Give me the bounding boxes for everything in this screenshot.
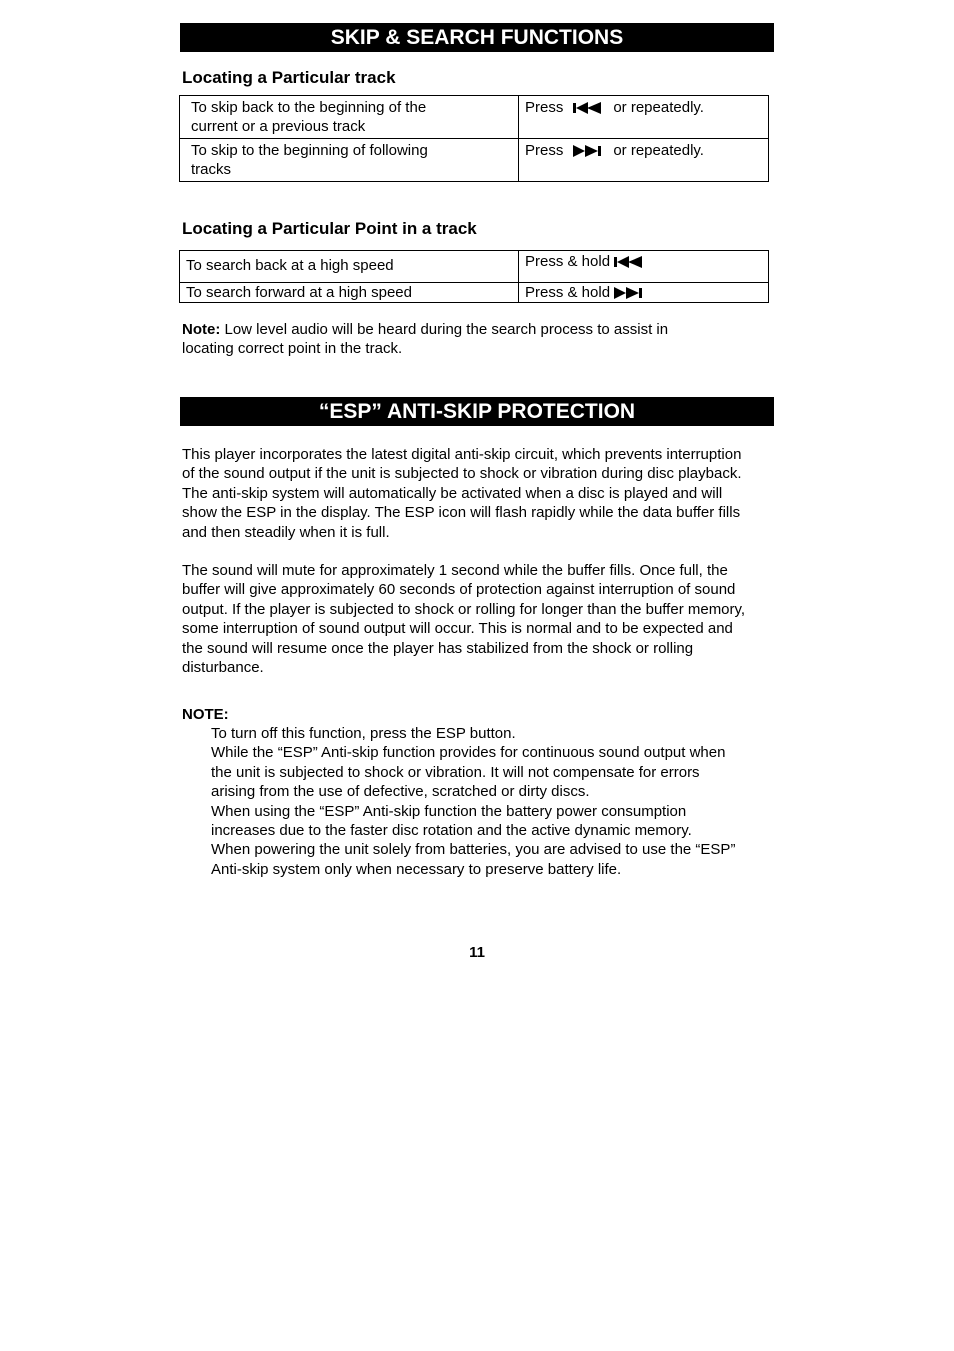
table-cell-description [180,96,519,139]
cell-text: To skip to the beginning of following [191,142,428,159]
skip-back-icon [614,256,642,268]
note-line: To turn off this function, press the ESP button. [211,725,516,742]
subheading-locating-track: Locating a Particular track [182,68,396,87]
text-line: buffer will give approximately 60 seconds of protection against interruption of sound [182,581,736,599]
action-text: Press [525,142,564,159]
text-line: of the sound output if the unit is subjected to shock or vibration during disc playback. [182,465,742,483]
esp-paragraph-2 [182,561,776,677]
search-note [182,320,722,359]
skip-forward-icon [573,145,601,157]
note-list [211,724,776,879]
note-heading: NOTE: [182,706,229,723]
table-row [180,139,769,182]
table-cell-description [180,139,519,182]
note-text: Low level audio will be heard during the search process to assist in [220,321,669,338]
section-title-skip-search: SKIP & SEARCH FUNCTIONS [180,23,774,52]
action-text: or repeatedly. [613,142,704,159]
subheading-locating-point: Locating a Particular Point in a track [182,219,477,238]
table-row [180,251,769,283]
esp-paragraph-1 [182,445,776,542]
section-title-esp: “ESP” ANTI-SKIP PROTECTION [180,397,774,426]
search-table [179,250,769,303]
note-label: Note: [182,321,221,338]
action-text: Press & hold [525,284,611,301]
note-line: the unit is subjected to shock or vibration. It will not compensate for errors [211,763,700,781]
note-line: increases due to the faster disc rotation and the active dynamic memory. [211,822,692,840]
table-cell-action [519,139,769,182]
text-line: This player incorporates the latest digital anti-skip circuit, which prevents interruption [182,446,742,463]
table-cell-action [519,251,769,283]
table-cell-description: To search back at a high speed [180,251,519,283]
action-text: or repeatedly. [613,99,704,116]
text-line: The sound will mute for approximately 1 second while the buffer fills. Once full, the [182,562,728,579]
note-line: When powering the unit solely from batteries, you are advised to use the “ESP” [211,841,736,859]
cell-text: current or a previous track [191,118,366,135]
table-row [180,96,769,139]
table-cell-action [519,283,769,303]
skip-table [179,95,769,182]
table-row [180,283,769,303]
text-line: and then steadily when it is full. [182,523,390,541]
page-number: 11 [469,944,485,961]
skip-forward-icon [614,287,642,299]
action-text: Press [525,99,564,116]
text-line: output. If the player is subjected to shock or rolling for longer than the buffer memory, [182,600,746,618]
note-line: While the “ESP” Anti-skip function provides for continuous sound output when [211,744,726,762]
table-cell-action [519,96,769,139]
cell-text: tracks [191,161,232,178]
note-text: locating correct point in the track. [182,340,403,358]
action-text: Press & hold [525,253,611,270]
cell-text: To skip back to the beginning of the [191,99,427,116]
text-line: the sound will resume once the player has stabilized from the shock or rolling [182,639,694,657]
text-line: some interruption of sound output will occur. This is normal and to be expected and [182,620,733,638]
note-line: Anti-skip system only when necessary to preserve battery life. [211,860,622,878]
text-line: disturbance. [182,659,264,677]
skip-back-icon [573,102,601,114]
table-cell-description: To search forward at a high speed [180,283,519,303]
text-line: show the ESP in the display. The ESP icon will flash rapidly while the data buffer fills [182,504,741,522]
text-line: The anti-skip system will automatically be activated when a disc is played and will [182,484,723,502]
note-line: When using the “ESP” Anti-skip function the battery power consumption [211,802,687,820]
note-line: arising from the use of defective, scratched or dirty discs. [211,783,590,801]
